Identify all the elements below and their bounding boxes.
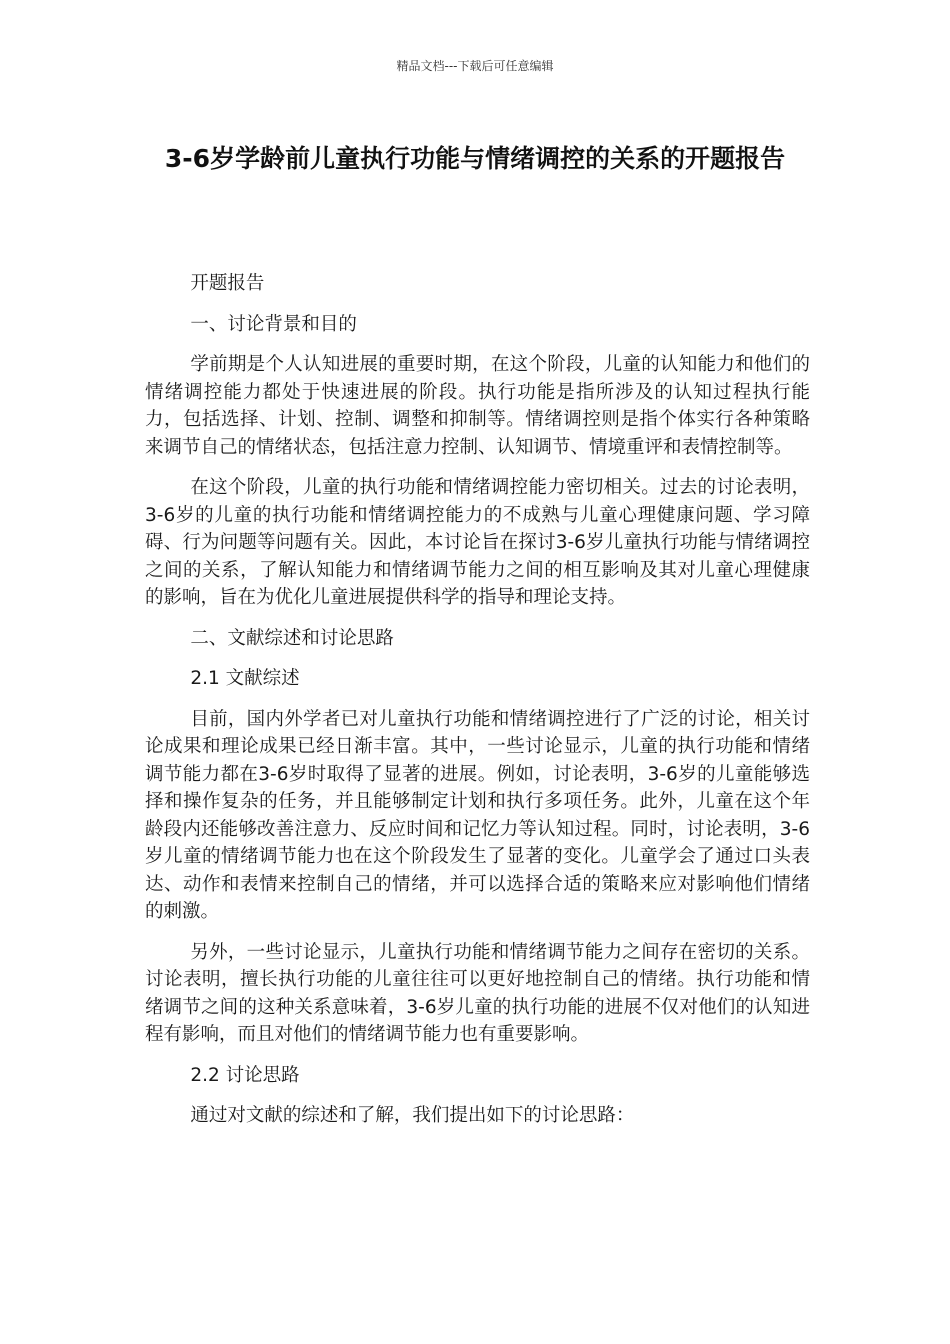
- section1-heading: 一、讨论背景和目的: [190, 313, 357, 335]
- section1-paragraph-2: 在这个阶段，儿童的执行功能和情绪调控能力密切相关。过去的讨论表明，3-6岁的儿童的执行功能和情绪调控能力的不成熟与儿童心理健康问题、学习障碍、行为问题等问题有关。因此，本讨论旨在探讨3-6岁儿童执行功能与情绪调控之间的关系，了解认知能力和情绪调节能力之间的相互影响及其对儿童心理健康的影响，旨在为优化儿童进展提供科学的指导和理论支持。: [145, 477, 810, 608]
- header-watermark: 精品文档---下载后可任意编辑: [396, 59, 554, 73]
- section2-1-paragraph-1: 目前，国内外学者已对儿童执行功能和情绪调控进行了广泛的讨论，相关讨论成果和理论成果已经日渐丰富。其中，一些讨论显示，儿童的执行功能和情绪调节能力都在3-6岁时取得了显著的进展。例如，讨论表明，3-6岁的儿童能够选择和操作复杂的任务，并且能够制定计划和执行多项任务。此外，儿童在这个年龄段内还能够改善注意力、反应时间和记忆力等认知过程。同时，讨论表明，3-6岁儿童的情绪调节能力也在这个阶段发生了显著的变化。儿童学会了通过口头表达、动作和表情来控制自己的情绪，并可以选择合适的策略来应对影响他们情绪的刺激。: [145, 708, 810, 922]
- section2-heading: 二、文献综述和讨论思路: [190, 627, 394, 649]
- section-label: 开题报告: [190, 273, 265, 294]
- section1-paragraph-1: 学前期是个人认知进展的重要时期，在这个阶段，儿童的认知能力和他们的情绪调控能力都处于快速进展的阶段。执行功能是指所涉及的认知过程执行能力，包括选择、计划、控制、调整和抑制等。情绪调控则是指个体实行各种策略来调节自己的情绪状态，包括注意力控制、认知调节、情境重评和表情控制等。: [145, 354, 810, 458]
- section2-1-paragraph-2: 另外，一些讨论显示，儿童执行功能和情绪调节能力之间存在密切的关系。讨论表明，擅长执行功能的儿童往往可以更好地控制自己的情绪。执行功能和情绪调节之间的这种关系意味着，3-6岁儿童的执行功能的进展不仅对他们的认知进程有影响，而且对他们的情绪调节能力也有重要影响。: [145, 941, 810, 1045]
- section2-1-heading: 2.1 文献综述: [190, 668, 300, 689]
- section2-2-paragraph-1: 通过对文献的综述和了解，我们提出如下的讨论思路：: [190, 1105, 635, 1126]
- document-title: 3-6岁学龄前儿童执行功能与情绪调控的关系的开题报告: [164, 144, 786, 173]
- section2-2-heading: 2.2 讨论思路: [190, 1064, 300, 1086]
- document-body: [145, 270, 810, 1143]
